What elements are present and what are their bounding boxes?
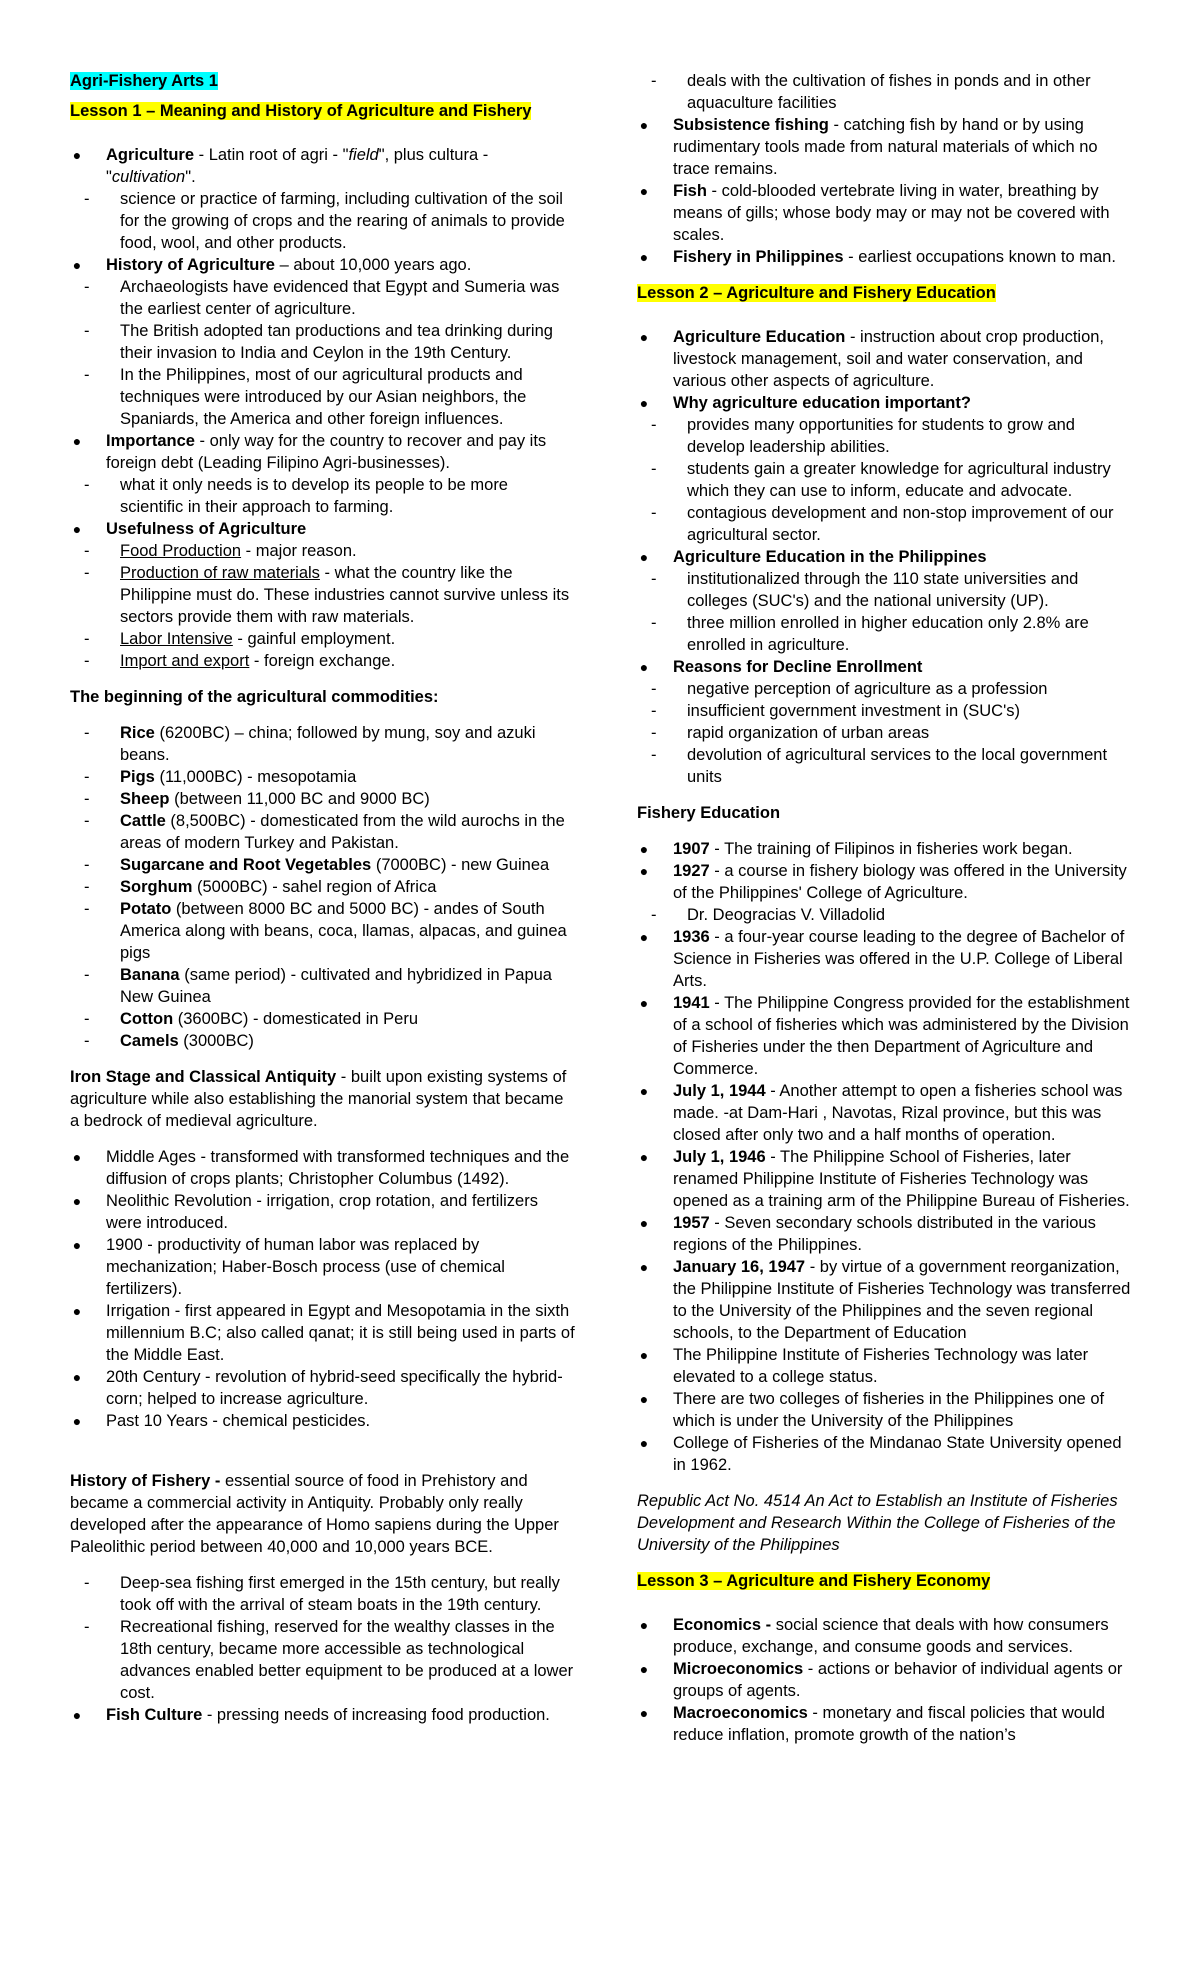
fishery-history-list (70, 1572, 575, 1726)
item-text: Banana (same period) - cultivated and hybridized in Papua New Guinea (120, 966, 552, 1006)
bullet-marker: ● (639, 1391, 649, 1407)
item-text: Food Production - major reason. (120, 542, 357, 560)
dash-item (70, 628, 575, 650)
dash-item (70, 722, 575, 766)
item-text: deals with the cultivation of fishes in ponds and in other aquaculture facilities (687, 72, 1091, 112)
item-text: Agriculture Education - instruction about crop production, livestock management, soil and water conservation, and various other aspects of agriculture. (673, 328, 1105, 390)
dash-item (70, 964, 575, 1008)
bullet-item (70, 1704, 575, 1726)
item-text: Sheep (between 11,000 BC and 9000 BC) (120, 790, 430, 808)
dash-marker: - (84, 966, 90, 984)
lesson3-list (637, 1614, 1137, 1746)
bullet-item (637, 1702, 1137, 1746)
item-text: Labor Intensive - gainful employment. (120, 630, 396, 648)
item-text: Reasons for Decline Enrollment (673, 658, 923, 676)
item-text: Sugarcane and Root Vegetables (7000BC) - new Guinea (120, 856, 550, 874)
item-text: Subsistence fishing - catching fish by hand or by using rudimentary tools made from natural materials of which no trace remains. (673, 116, 1098, 178)
dash-marker: - (84, 900, 90, 918)
bullet-item (637, 1212, 1137, 1256)
bullet-item (637, 926, 1137, 992)
dash-marker: - (651, 460, 657, 478)
bullet-marker: ● (72, 257, 82, 273)
bullet-marker: ● (639, 1083, 649, 1099)
dash-marker: - (84, 564, 90, 582)
dash-item (637, 568, 1137, 612)
dash-item (70, 810, 575, 854)
bullet-marker: ● (639, 549, 649, 565)
bullet-marker: ● (639, 1149, 649, 1165)
dash-item (637, 458, 1137, 502)
bullet-item (637, 546, 1137, 568)
bullet-marker: ● (639, 1259, 649, 1275)
item-text: The Philippine Institute of Fisheries Technology was later elevated to a college status. (673, 1346, 1089, 1386)
dash-item (70, 562, 575, 628)
item-text: July 1, 1944 - Another attempt to open a fisheries school was made. -at Dam-Hari , Navotas, Rizal province, but this was closed after only two and a half months of operation. (673, 1082, 1123, 1144)
dash-marker: - (84, 366, 90, 384)
item-text: Camels (3000BC) (120, 1032, 254, 1050)
bullet-marker: ● (72, 1303, 82, 1319)
dash-item (70, 188, 575, 254)
item-text: Archaeologists have evidenced that Egypt and Sumeria was the earliest center of agriculture. (120, 278, 560, 318)
item-text: Deep-sea fishing first emerged in the 15th century, but really took off with the arrival of steam boats in the 19th century. (120, 1574, 560, 1614)
dash-item (70, 1008, 575, 1030)
lesson2-title: Lesson 2 – Agriculture and Fishery Education (637, 284, 996, 302)
bullet-marker: ● (639, 659, 649, 675)
bullet-item (637, 1432, 1137, 1476)
item-text: Cattle (8,500BC) - domesticated from the wild aurochs in the areas of modern Turkey and Pakistan. (120, 812, 565, 852)
item-text: Dr. Deogracias V. Villadolid (687, 906, 886, 924)
item-text: Sorghum (5000BC) - sahel region of Africa (120, 878, 437, 896)
dash-marker: - (651, 724, 657, 742)
dash-item (70, 898, 575, 964)
dash-marker: - (84, 1574, 90, 1592)
item-text: students gain a greater knowledge for agricultural industry which they can use to inform, educate and advocate. (687, 460, 1111, 500)
item-text: Macroeconomics - monetary and fiscal policies that would reduce inflation, promote growth of the nation’s (673, 1704, 1105, 1744)
item-text: July 1, 1946 - The Philippine School of Fisheries, later renamed Philippine Institute of Fisheries Technology was opened as a training arm of the Philippine Bureau of Fisheries. (673, 1148, 1130, 1210)
bullet-marker: ● (639, 995, 649, 1011)
item-text: Potato (between 8000 BC and 5000 BC) - andes of South America along with beans, coca, llamas, alpacas, and guinea pigs (120, 900, 567, 962)
bullet-marker: ● (639, 841, 649, 857)
bullet-marker: ● (639, 1215, 649, 1231)
item-text: Cotton (3600BC) - domesticated in Peru (120, 1010, 419, 1028)
bullet-marker: ● (72, 1237, 82, 1253)
bullet-item (637, 180, 1137, 246)
dash-marker: - (84, 768, 90, 786)
item-text: Why agriculture education important? (673, 394, 971, 412)
dash-marker: - (84, 1032, 90, 1050)
iron-stage-paragraph: Iron Stage and Classical Antiquity - built upon existing systems of agriculture while also establishing the manorial system that became a bedrock of medieval agriculture. (70, 1068, 567, 1130)
dash-item (70, 1616, 575, 1704)
item-text: Agriculture - Latin root of agri - "field", plus cultura - "cultivation". (106, 146, 489, 186)
iron-stage-list (70, 1146, 575, 1432)
dash-item (637, 70, 1137, 114)
bullet-marker: ● (639, 395, 649, 411)
dash-marker: - (84, 542, 90, 560)
item-text: provides many opportunities for students to grow and develop leadership abilities. (687, 416, 1075, 456)
bullet-marker: ● (639, 329, 649, 345)
item-text: Pigs (11,000BC) - mesopotamia (120, 768, 357, 786)
item-text: Past 10 Years - chemical pesticides. (106, 1412, 371, 1430)
dash-marker: - (651, 416, 657, 434)
bullet-marker: ● (72, 521, 82, 537)
dash-item (637, 678, 1137, 700)
bullet-item (637, 1256, 1137, 1344)
dash-item (70, 364, 575, 430)
bullet-marker: ● (639, 117, 649, 133)
item-text: Fishery in Philippines - earliest occupations known to man. (673, 248, 1116, 266)
dash-marker: - (84, 790, 90, 808)
dash-marker: - (84, 652, 90, 670)
dash-item (70, 276, 575, 320)
lesson1-list (70, 144, 575, 672)
bullet-item (637, 1658, 1137, 1702)
dash-marker: - (84, 812, 90, 830)
bullet-marker: ● (72, 1413, 82, 1429)
bullet-marker: ● (639, 1347, 649, 1363)
item-text: what it only needs is to develop its people to be more scientific in their approach to farming. (120, 476, 508, 516)
item-text: 1941 - The Philippine Congress provided for the establishment of a school of fisheries which was administered by the Division of Fisheries under the then Department of Agriculture and Commerce. (673, 994, 1130, 1078)
bullet-marker: ● (639, 1435, 649, 1451)
bullet-item (637, 246, 1137, 268)
lesson3-title: Lesson 3 – Agriculture and Fishery Economy (637, 1572, 991, 1590)
dash-marker: - (651, 906, 657, 924)
bullet-item (70, 1300, 575, 1366)
item-text: Rice (6200BC) – china; followed by mung, soy and azuki beans. (120, 724, 536, 764)
bullet-item (70, 1234, 575, 1300)
item-text: Microeconomics - actions or behavior of individual agents or groups of agents. (673, 1660, 1123, 1700)
fishery-education-heading: Fishery Education (637, 804, 781, 822)
item-text: The British adopted tan productions and tea drinking during their invasion to India and Ceylon in the 19th Century. (120, 322, 553, 362)
fishery-history-paragraph: History of Fishery - essential source of food in Prehistory and became a commercial activity in Antiquity. Probably only really developed after the appearance of Homo sapiens during the Upper Paleolithic period between 40,000 and 10,000 years BCE. (70, 1472, 559, 1556)
lesson2-list (637, 326, 1137, 788)
dash-item (70, 1030, 575, 1052)
dash-item (70, 474, 575, 518)
bullet-item (637, 1080, 1137, 1146)
bullet-item (70, 1190, 575, 1234)
item-text: Irrigation - first appeared in Egypt and Mesopotamia in the sixth millennium B.C; also called qanat; it is still being used in parts of the Middle East. (106, 1302, 575, 1364)
item-text: Neolithic Revolution - irrigation, crop rotation, and fertilizers were introduced. (106, 1192, 538, 1232)
bullet-marker: ● (72, 1369, 82, 1385)
bullet-marker: ● (639, 183, 649, 199)
dash-item (637, 744, 1137, 788)
item-text: 1936 - a four-year course leading to the degree of Bachelor of Science in Fisheries was offered in the U.P. College of Liberal Arts. (673, 928, 1125, 990)
item-text: Agriculture Education in the Philippines (673, 548, 987, 566)
bullet-marker: ● (639, 929, 649, 945)
dash-marker: - (84, 278, 90, 296)
lesson1-title: Lesson 1 – Meaning and History of Agriculture and Fishery (70, 102, 532, 120)
item-text: Import and export - foreign exchange. (120, 652, 396, 670)
item-text: negative perception of agriculture as a profession (687, 680, 1048, 698)
item-text: three million enrolled in higher education only 2.8% are enrolled in agriculture. (687, 614, 1089, 654)
bullet-marker: ● (639, 249, 649, 265)
bullet-marker: ● (639, 1705, 649, 1721)
dash-marker: - (84, 1618, 90, 1636)
dash-item (637, 414, 1137, 458)
bullet-item (637, 656, 1137, 678)
item-text: science or practice of farming, including cultivation of the soil for the growing of crops and the rearing of animals to provide food, wool, and other products. (120, 190, 565, 252)
dash-marker: - (651, 680, 657, 698)
fishery-education-list (637, 838, 1137, 1476)
dash-marker: - (84, 856, 90, 874)
dash-item (637, 502, 1137, 546)
bullet-item (70, 254, 575, 276)
item-text: 1927 - a course in fishery biology was offered in the University of the Philippines' College of Agriculture. (673, 862, 1127, 902)
item-text: insufficient government investment in (SUC's) (687, 702, 1020, 720)
dash-item (70, 766, 575, 788)
dash-marker: - (651, 570, 657, 588)
bullet-item (637, 1388, 1137, 1432)
dash-item (637, 722, 1137, 744)
right-column (637, 70, 1137, 1746)
bullet-item (637, 1146, 1137, 1212)
dash-item (70, 854, 575, 876)
bullet-item (637, 114, 1137, 180)
bullet-item (637, 1344, 1137, 1388)
dash-item (70, 540, 575, 562)
bullet-marker: ● (639, 1661, 649, 1677)
dash-marker: - (651, 504, 657, 522)
item-text: 20th Century - revolution of hybrid-seed specifically the hybrid-corn; helped to increase agriculture. (106, 1368, 563, 1408)
item-text: contagious development and non-stop improvement of our agricultural sector. (687, 504, 1114, 544)
course-title: Agri-Fishery Arts 1 (70, 72, 218, 90)
item-text: institutionalized through the 110 state universities and colleges (SUC's) and the national university (UP). (687, 570, 1079, 610)
dash-marker: - (651, 614, 657, 632)
right-top-list (637, 70, 1137, 268)
bullet-item (70, 1410, 575, 1432)
left-column (70, 70, 575, 1726)
bullet-item (637, 392, 1137, 414)
item-text: Economics - social science that deals with how consumers produce, exchange, and consume goods and services. (673, 1616, 1109, 1656)
republic-act-note: Republic Act No. 4514 An Act to Establish an Institute of Fisheries Development and Research Within the College of Fisheries of the University of the Philippines (637, 1492, 1118, 1554)
dash-marker: - (84, 476, 90, 494)
item-text: College of Fisheries of the Mindanao State University opened in 1962. (673, 1434, 1122, 1474)
item-text: Fish - cold-blooded vertebrate living in water, breathing by means of gills; whose body may or may not be covered with scales. (673, 182, 1110, 244)
bullet-item (637, 1614, 1137, 1658)
dash-item (70, 788, 575, 810)
dash-item (70, 876, 575, 898)
item-text: In the Philippines, most of our agricultural products and techniques were introduced by our Asian neighbors, the Spaniards, the America and other foreign influences. (120, 366, 527, 428)
item-text: Middle Ages - transformed with transformed techniques and the diffusion of crops plants; Christopher Columbus (1492). (106, 1148, 570, 1188)
bullet-item (70, 144, 575, 188)
dash-item (70, 320, 575, 364)
bullet-marker: ● (72, 433, 82, 449)
item-text: devolution of agricultural services to the local government units (687, 746, 1108, 786)
dash-marker: - (84, 1010, 90, 1028)
bullet-item (70, 1146, 575, 1190)
item-text: 1907 - The training of Filipinos in fisheries work began. (673, 840, 1073, 858)
dash-item (637, 612, 1137, 656)
commodities-heading: The beginning of the agricultural commodities: (70, 688, 439, 706)
dash-item (70, 650, 575, 672)
dash-item (70, 1572, 575, 1616)
bullet-marker: ● (72, 1707, 82, 1723)
dash-marker: - (651, 702, 657, 720)
dash-marker: - (651, 72, 657, 90)
dash-marker: - (84, 190, 90, 208)
dash-item (637, 700, 1137, 722)
dash-marker: - (84, 724, 90, 742)
bullet-item (70, 1366, 575, 1410)
item-text: History of Agriculture – about 10,000 years ago. (106, 256, 472, 274)
bullet-item (637, 326, 1137, 392)
bullet-marker: ● (639, 1617, 649, 1633)
bullet-marker: ● (72, 1193, 82, 1209)
commodities-list (70, 722, 575, 1052)
item-text: Production of raw materials - what the country like the Philippine must do. These industries cannot survive unless its sectors provide them with raw materials. (120, 564, 570, 626)
item-text: 1957 - Seven secondary schools distributed in the various regions of the Philippines. (673, 1214, 1096, 1254)
item-text: Fish Culture - pressing needs of increasing food production. (106, 1706, 550, 1724)
bullet-item (70, 518, 575, 540)
item-text: January 16, 1947 - by virtue of a government reorganization, the Philippine Institute of Fisheries Technology was transferred to the University of the Philippines and the seven regional schools, to the Department of Education (673, 1258, 1131, 1342)
bullet-item (637, 860, 1137, 904)
bullet-marker: ● (639, 863, 649, 879)
dash-marker: - (651, 746, 657, 764)
item-text: 1900 - productivity of human labor was replaced by mechanization; Haber-Bosch process (use of chemical fertilizers). (106, 1236, 505, 1298)
dash-marker: - (84, 630, 90, 648)
bullet-marker: ● (72, 1149, 82, 1165)
dash-marker: - (84, 878, 90, 896)
bullet-marker: ● (72, 147, 82, 163)
bullet-item (637, 838, 1137, 860)
item-text: rapid organization of urban areas (687, 724, 930, 742)
item-text: Importance - only way for the country to recover and pay its foreign debt (Leading Filipino Agri-businesses). (106, 432, 547, 472)
bullet-item (70, 430, 575, 474)
item-text: There are two colleges of fisheries in the Philippines one of which is under the University of the Philippines (673, 1390, 1105, 1430)
bullet-item (637, 992, 1137, 1080)
dash-marker: - (84, 322, 90, 340)
dash-item (637, 904, 1137, 926)
item-text: Recreational fishing, reserved for the wealthy classes in the 18th century, became more accessible as technological advances enabled better equipment to be produced at a lower cost. (120, 1618, 574, 1702)
item-text: Usefulness of Agriculture (106, 520, 307, 538)
